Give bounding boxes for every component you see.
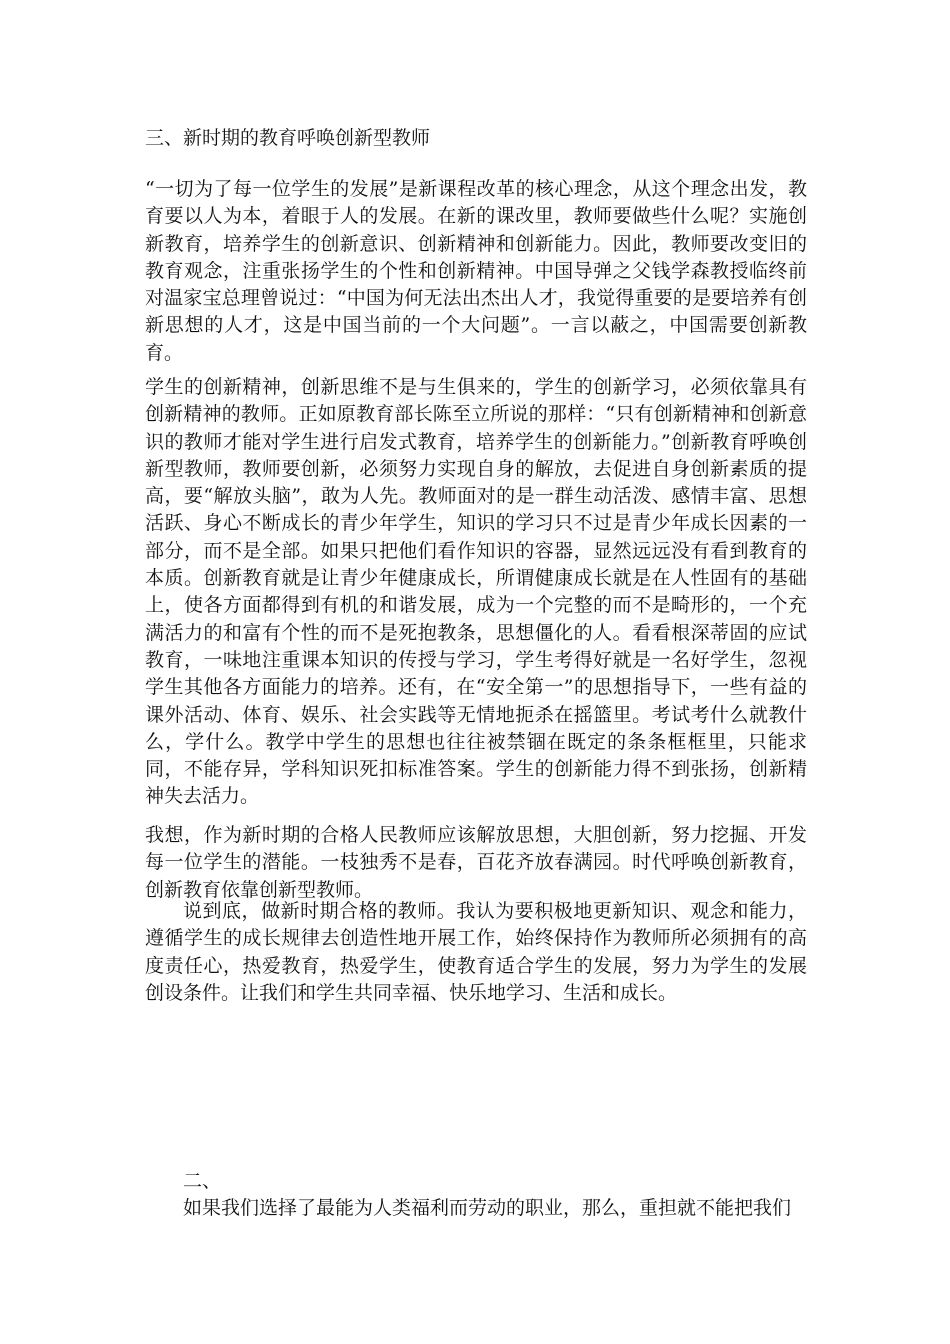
section-2-first-line: 如果我们选择了最能为人类福利而劳动的职业，那么，重担就不能把我们	[183, 1197, 792, 1219]
section-2-label: 二、	[183, 1170, 222, 1192]
paragraph-3: 我想，作为新时期的合格人民教师应该解放思想，大胆创新，努力挖掘、开发每一位学生的潜能。一枝独秀不是春，百花齐放春满园。时代呼唤创新教育，创新教育依靠创新型教师。	[145, 824, 807, 901]
paragraph-4: 说到底，做新时期合格的教师。我认为要积极地更新知识、观念和能力，遵循学生的成长规律去创造性地开展工作，始终保持作为教师所必须拥有的高度责任心，热爱教育，热爱学生，使教育适合学生的发展，努力为学生的发展创设条件。让我们和学生共同幸福、快乐地学习、生活和成长。	[145, 900, 807, 1004]
section-heading: 三、新时期的教育呼唤创新型教师	[145, 127, 431, 149]
paragraph-2: 学生的创新精神，创新思维不是与生俱来的，学生的创新学习，必须依靠具有创新精神的教师。正如原教育部长陈至立所说的那样：“只有创新精神和创新意识的教师才能对学生进行启发式教育，培养学生的创新能力。”创新教育呼唤创新型教师，教师要创新，必须努力实现自身的解放，去促进自身创新素质的提高，要“解放头脑”，敢为人先。教师面对的是一群生动活泼、感情丰富、思想活跃、身心不断成长的青少年学生，知识的学习只不过是青少年成长因素的一部分，而不是全部。如果只把他们看作知识的容器，显然远远没有看到教育的本质。创新教育就是让青少年健康成长，所谓健康成长就是在人性固有的基础上，使各方面都得到有机的和谐发展，成为一个完整的而不是畸形的，一个充满活力的和富有个性的而不是死抱教条，思想僵化的人。看看根深蒂固的应试教育，一味地注重课本知识的传授与学习，学生考得好就是一名好学生，忽视学生其他各方面能力的培养。还有，在“安全第一”的思想指导下，一些有益的课外活动、体育、娱乐、社会实践等无情地扼杀在摇篮里。考试考什么就教什么，学什么。教学中学生的思想也往往被禁锢在既定的条条框框里，只能求同，不能存异，学科知识死扣标准答案。学生的创新能力得不到张扬，创新精神失去活力。	[145, 376, 807, 808]
paragraph-1: “一切为了每一位学生的发展”是新课程改革的核心理念，从这个理念出发，教育要以人为本，着眼于人的发展。在新的课改里，教师要做些什么呢？实施创新教育，培养学生的创新意识、创新精神和创新能力。因此，教师要改变旧的教育观念，注重张扬学生的个性和创新精神。中国导弹之父钱学森教授临终前对温家宝总理曾说过：“中国为何无法出杰出人才，我觉得重要的是要培养有创新思想的人才，这是中国当前的一个大问题”。一言以蔽之，中国需要创新教育。	[145, 178, 807, 364]
